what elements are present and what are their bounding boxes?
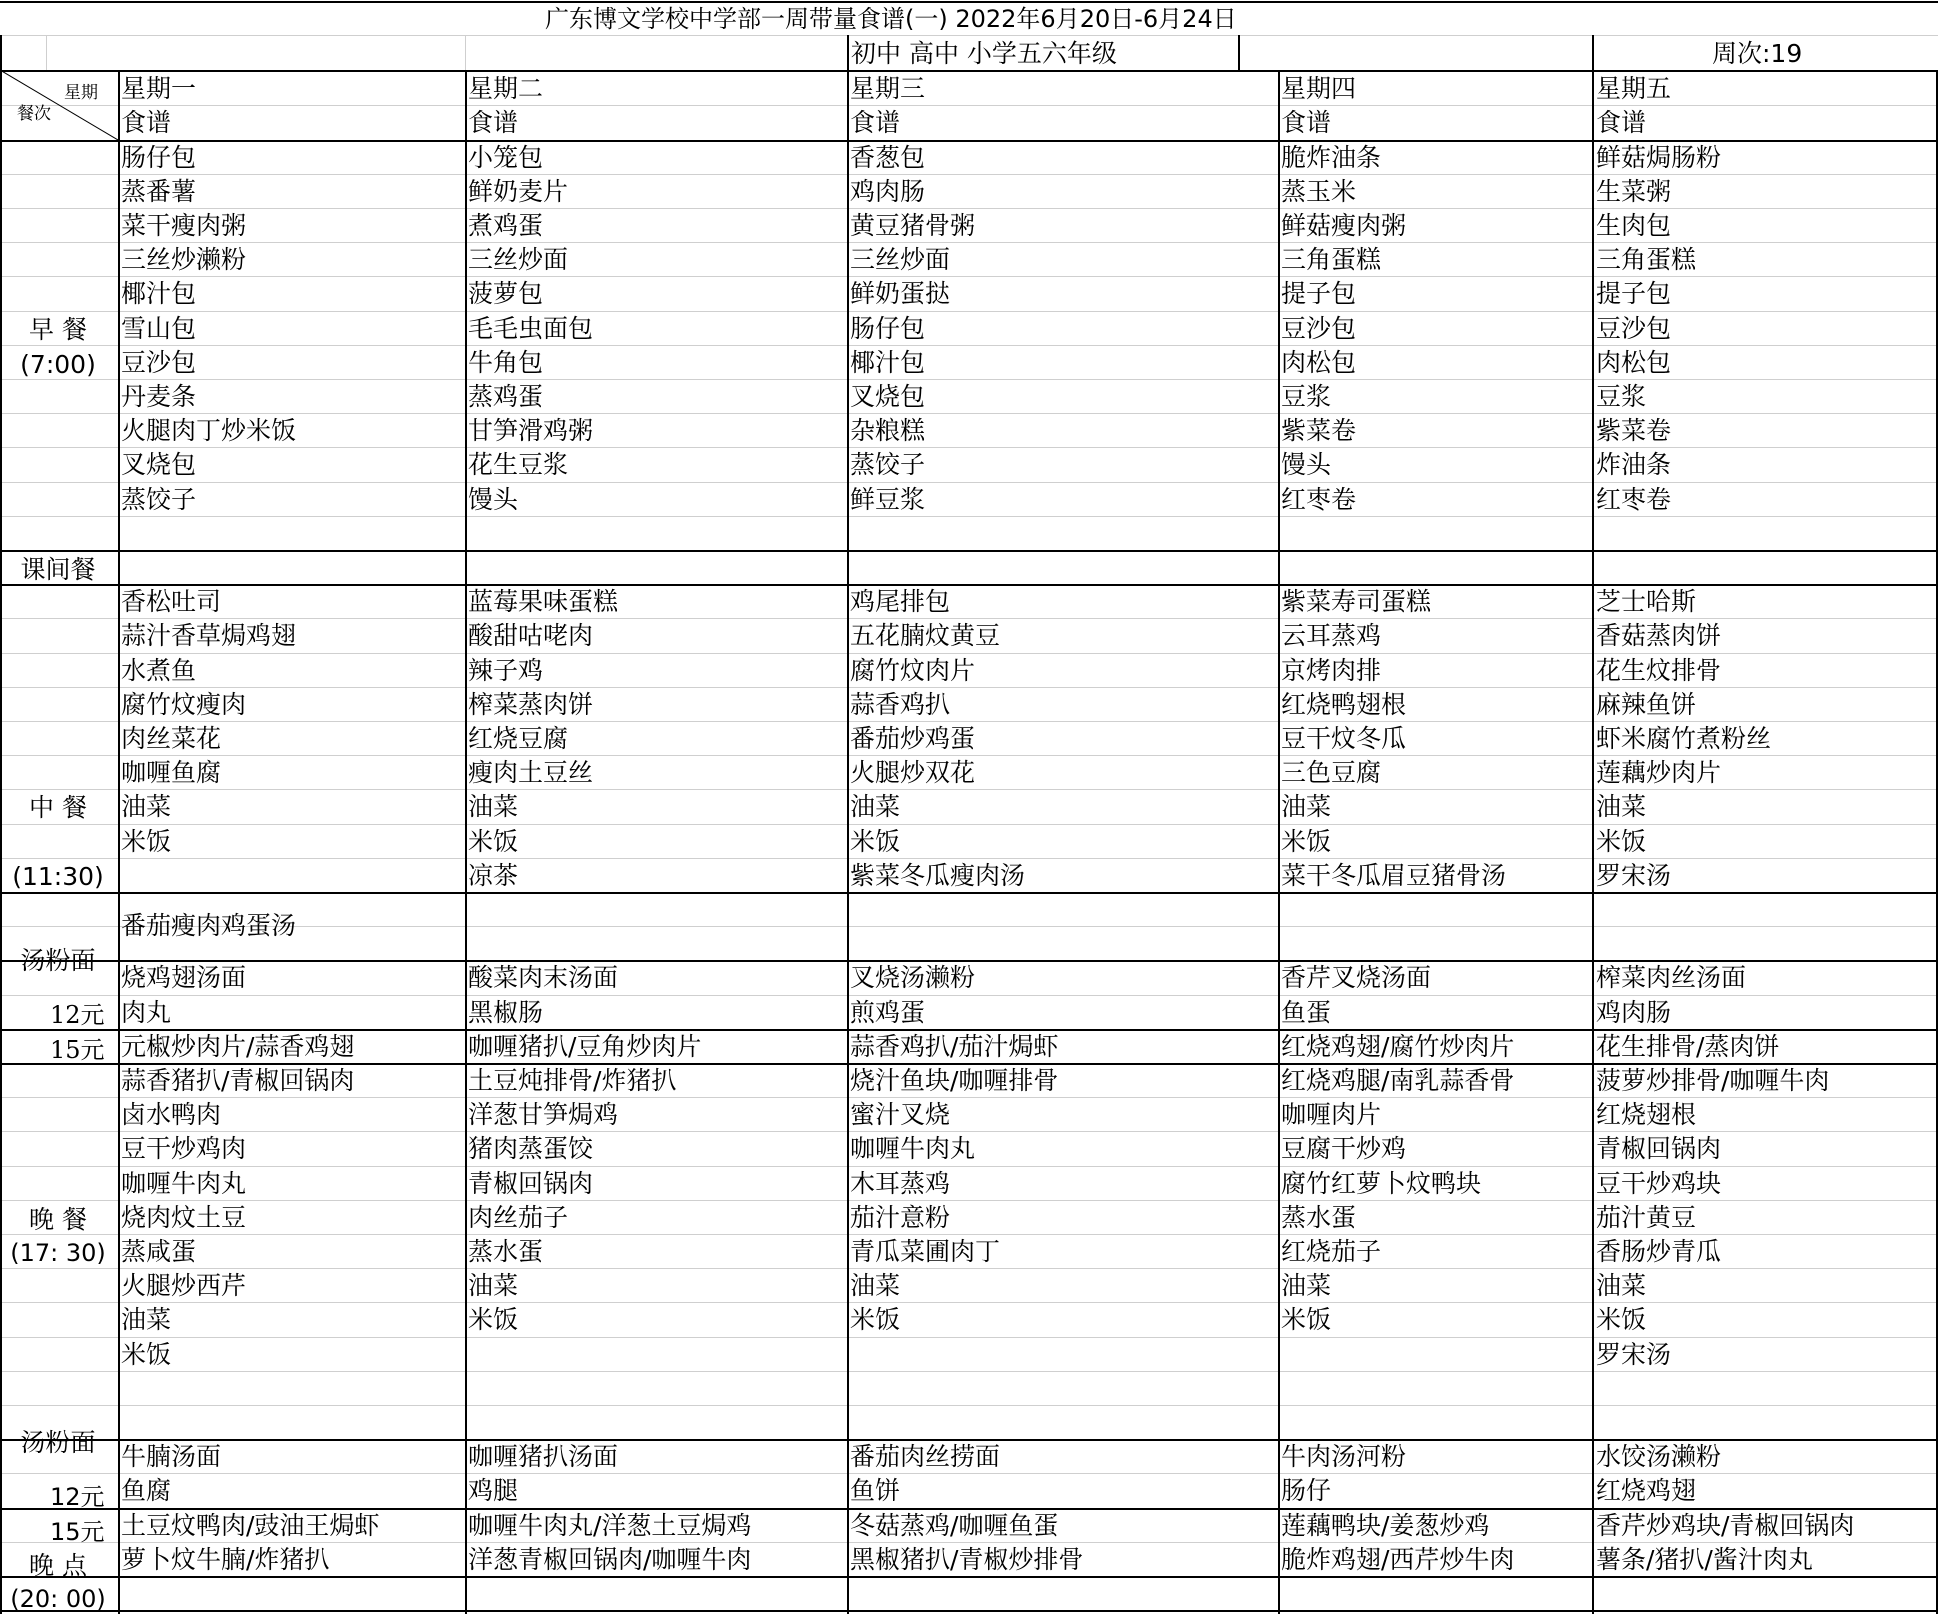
column-border — [465, 70, 467, 1614]
dinner-item: 茄汁意粉 — [850, 1202, 951, 1232]
price-12-lunch: 12元 — [50, 1001, 105, 1029]
noodle-12-yuan-item: 土豆炆鸭肉/豉油王焗虾 — [121, 1510, 380, 1540]
lunch-item: 番茄炒鸡蛋 — [850, 723, 976, 753]
dinner-item: 青椒回锅肉 — [468, 1168, 594, 1198]
breakfast-item: 菠萝包 — [468, 279, 544, 309]
snack-item: 紫菜寿司蛋糕 — [1281, 587, 1432, 617]
breakfast-item: 生肉包 — [1596, 210, 1672, 240]
dinner-time: (17: 30) — [10, 1239, 106, 1267]
column-border — [1592, 35, 1594, 70]
breakfast-item: 鲜奶麦片 — [468, 176, 569, 206]
dinner-item: 油菜 — [121, 1305, 172, 1335]
grade-levels: 初中 高中 小学五六年级 — [851, 39, 1117, 68]
breakfast-item: 蒸玉米 — [1281, 176, 1357, 206]
breakfast-label: 早 餐 — [29, 315, 87, 344]
section-border — [0, 1439, 1938, 1441]
dinner-item: 米饭 — [468, 1305, 519, 1335]
lunch-item: 三色豆腐 — [1281, 758, 1382, 788]
dinner-item: 腐竹红萝卜炆鸭块 — [1281, 1168, 1482, 1198]
price-12-dinner: 12元 — [50, 1483, 105, 1511]
breakfast-item: 紫菜卷 — [1281, 416, 1357, 446]
dinner-item: 米饭 — [1596, 1305, 1647, 1335]
dinner-item: 卤水鸭肉 — [121, 1100, 222, 1130]
lunch-item: 油菜 — [468, 792, 519, 822]
row-gridline — [0, 174, 1938, 175]
row-gridline — [0, 1473, 1938, 1474]
noodle-item: 肉丸 — [121, 997, 172, 1027]
noodle-item: 肠仔 — [1281, 1476, 1332, 1506]
dinner-item: 红烧茄子 — [1281, 1236, 1382, 1266]
lunch-item: 米饭 — [1596, 826, 1647, 856]
dinner-item: 青瓜菜圃肉丁 — [850, 1236, 1001, 1266]
dinner-item: 茄汁黄豆 — [1596, 1202, 1697, 1232]
row-gridline — [0, 1268, 1938, 1269]
noodle-15-yuan-item: 薯条/猪扒/酱汁肉丸 — [1596, 1544, 1813, 1574]
section-border — [0, 1508, 1938, 1510]
breakfast-item: 鲜奶蛋挞 — [850, 279, 951, 309]
row-gridline — [0, 311, 1938, 312]
row-gridline — [0, 1097, 1938, 1098]
recipe-header: 食谱 — [1281, 108, 1332, 137]
noodle-item: 叉烧汤濑粉 — [850, 963, 976, 993]
dinner-item: 油菜 — [1596, 1271, 1647, 1301]
dinner-item: 油菜 — [850, 1271, 901, 1301]
dinner-item: 咖喱肉片 — [1281, 1100, 1382, 1130]
dinner-item: 肉丝茄子 — [468, 1202, 569, 1232]
row-gridline — [0, 482, 1938, 483]
noodle-15-yuan-item: 烧汁鱼块/咖喱排骨 — [850, 1065, 1059, 1095]
lunch-item: 腐竹炆瘦肉 — [121, 689, 247, 719]
noodle-item: 煎鸡蛋 — [850, 997, 926, 1027]
dinner-item: 咖喱牛肉丸 — [121, 1168, 247, 1198]
breakfast-item: 肠仔包 — [121, 142, 197, 172]
noodle-item: 水饺汤濑粉 — [1596, 1442, 1722, 1472]
noodle-item: 烧鸡翅汤面 — [121, 963, 247, 993]
breakfast-item: 黄豆猪骨粥 — [850, 210, 976, 240]
breakfast-item: 火腿肉丁炒米饭 — [121, 416, 297, 446]
breakfast-item: 红枣卷 — [1596, 484, 1672, 514]
noodle-item: 酸菜肉末汤面 — [468, 963, 619, 993]
breakfast-item: 菜干瘦肉粥 — [121, 210, 247, 240]
breakfast-item: 小笼包 — [468, 142, 544, 172]
breakfast-item: 丹麦条 — [121, 381, 197, 411]
day-header: 星期五 — [1596, 74, 1672, 103]
lunch-item: 油菜 — [850, 792, 901, 822]
page-title: 广东博文学校中学部一周带量食谱(一) 2022年6月20日-6月24日 — [545, 5, 1237, 33]
noodle-item: 鱼腐 — [121, 1476, 172, 1506]
breakfast-item: 红枣卷 — [1281, 484, 1357, 514]
row-gridline — [0, 1200, 1938, 1201]
dinner-item: 木耳蒸鸡 — [850, 1168, 951, 1198]
noodle-item: 牛肉汤河粉 — [1281, 1442, 1407, 1472]
row-gridline — [0, 1131, 1938, 1132]
dinner-item: 蒸水蛋 — [468, 1236, 544, 1266]
recipe-header: 食谱 — [850, 108, 901, 137]
lunch-item: 咖喱鱼腐 — [121, 758, 222, 788]
recipe-header: 食谱 — [1596, 108, 1647, 137]
row-gridline — [0, 345, 1938, 346]
noodle-12-yuan-item: 咖喱牛肉丸/洋葱土豆焗鸡 — [468, 1510, 752, 1540]
row-gridline — [0, 516, 1938, 517]
lunch-item: 麻辣鱼饼 — [1596, 689, 1697, 719]
breakfast-item: 肉松包 — [1596, 347, 1672, 377]
breakfast-item: 三丝炒濑粉 — [121, 245, 247, 275]
row-gridline — [0, 653, 1938, 654]
noodle-15-yuan-item: 蒜香猪扒/青椒回锅肉 — [121, 1065, 355, 1095]
lunch-item: 米饭 — [468, 826, 519, 856]
dinner-item: 米饭 — [121, 1339, 172, 1369]
noodle-12-yuan-item: 咖喱猪扒/豆角炒肉片 — [468, 1031, 702, 1061]
lunch-item: 菜干冬瓜眉豆猪骨汤 — [1281, 860, 1507, 890]
lunch-item: 凉茶 — [468, 860, 519, 890]
lunch-item: 油菜 — [121, 792, 172, 822]
day-header: 星期三 — [850, 74, 926, 103]
breakfast-item: 牛角包 — [468, 347, 544, 377]
breakfast-item: 蒸饺子 — [850, 450, 926, 480]
row-gridline — [0, 242, 1938, 243]
noodle-12-yuan-item: 元椒炒肉片/蒜香鸡翅 — [121, 1031, 355, 1061]
noodle-item: 牛腩汤面 — [121, 1442, 222, 1472]
breakfast-item: 三角蛋糕 — [1281, 245, 1382, 275]
noodle-15-yuan-item: 红烧鸡腿/南乳蒜香骨 — [1281, 1065, 1515, 1095]
lunch-item: 油菜 — [1281, 792, 1332, 822]
noodle-label-dinner: 汤粉面 — [20, 1428, 96, 1457]
row-gridline — [0, 995, 1938, 996]
lunch-item: 紫菜冬瓜瘦肉汤 — [850, 860, 1026, 890]
dinner-item: 油菜 — [468, 1271, 519, 1301]
noodle-12-yuan-item: 莲藕鸭块/姜葱炒鸡 — [1281, 1510, 1490, 1540]
lunch-item: 米饭 — [121, 826, 172, 856]
dinner-item: 罗宋汤 — [1596, 1339, 1672, 1369]
noodle-item: 香芹叉烧汤面 — [1281, 963, 1432, 993]
row-gridline — [0, 1405, 1938, 1406]
recipe-header: 食谱 — [121, 108, 172, 137]
lunch-item: 瘦肉土豆丝 — [468, 758, 594, 788]
snack-item: 蓝莓果味蛋糕 — [468, 587, 619, 617]
snack-item: 香松吐司 — [121, 587, 222, 617]
lunch-item: 米饭 — [850, 826, 901, 856]
noodle-item: 鸡肉肠 — [1596, 997, 1672, 1027]
row-gridline — [0, 1371, 1938, 1372]
dinner-item: 青椒回锅肉 — [1596, 1134, 1722, 1164]
section-border — [0, 1610, 1938, 1612]
lunch-item: 京烤肉排 — [1281, 655, 1382, 685]
row-gridline — [0, 789, 1938, 790]
row-gridline — [0, 447, 1938, 448]
row-gridline — [0, 1542, 1938, 1543]
snack-item: 芝士哈斯 — [1596, 587, 1697, 617]
lunch-item: 莲藕炒肉片 — [1596, 758, 1722, 788]
lunch-item: 罗宋汤 — [1596, 860, 1672, 890]
day-header: 星期二 — [468, 74, 544, 103]
row-gridline — [0, 413, 1938, 414]
row-gridline — [0, 824, 1938, 825]
lunch-item: 蒜香鸡扒 — [850, 689, 951, 719]
breakfast-item: 煮鸡蛋 — [468, 210, 544, 240]
breakfast-item: 鲜豆浆 — [850, 484, 926, 514]
noodle-15-yuan-item: 洋葱青椒回锅肉/咖喱牛肉 — [468, 1544, 752, 1574]
noodle-15-yuan-item: 萝卜炆牛腩/炸猪扒 — [121, 1544, 330, 1574]
breakfast-item: 花生豆浆 — [468, 450, 569, 480]
lunch-label: 中 餐 — [29, 793, 87, 822]
breakfast-item: 豆沙包 — [1281, 313, 1357, 343]
breakfast-item: 肉松包 — [1281, 347, 1357, 377]
breakfast-item: 豆浆 — [1281, 381, 1332, 411]
breakfast-item: 叉烧包 — [121, 450, 197, 480]
noodle-12-yuan-item: 红烧鸡翅/腐竹炒肉片 — [1281, 1031, 1515, 1061]
breakfast-item: 椰汁包 — [850, 347, 926, 377]
breakfast-item: 三丝炒面 — [850, 245, 951, 275]
lunch-item: 肉丝菜花 — [121, 723, 222, 753]
dinner-item: 猪肉蒸蛋饺 — [468, 1134, 594, 1164]
row-gridline — [0, 721, 1938, 722]
section-border — [0, 550, 1938, 552]
breakfast-item: 甘笋滑鸡粥 — [468, 416, 594, 446]
price-15-dinner: 15元 — [50, 1518, 105, 1546]
column-border — [1238, 35, 1240, 70]
breakfast-item: 杂粮糕 — [850, 416, 926, 446]
noodle-15-yuan-item: 土豆炖排骨/炸猪扒 — [468, 1065, 677, 1095]
noodle-12-yuan-item: 蒜香鸡扒/茄汁焗虾 — [850, 1031, 1059, 1061]
noodle-item: 榨菜肉丝汤面 — [1596, 963, 1747, 993]
breakfast-item: 椰汁包 — [121, 279, 197, 309]
breakfast-item: 香葱包 — [850, 142, 926, 172]
breakfast-item: 鲜菇瘦肉粥 — [1281, 210, 1407, 240]
breakfast-item: 蒸饺子 — [121, 484, 197, 514]
snack-label: 课间餐 — [20, 555, 96, 584]
breakfast-item: 提子包 — [1281, 279, 1357, 309]
breakfast-item: 馒头 — [1281, 450, 1332, 480]
section-border — [0, 70, 1938, 72]
dinner-label: 晚 餐 — [29, 1205, 87, 1234]
lunch-time: (11:30) — [12, 862, 104, 891]
breakfast-item: 炸油条 — [1596, 450, 1672, 480]
row-gridline — [0, 105, 1938, 106]
corner-weekday-label: 星期 — [64, 83, 98, 103]
column-border — [465, 35, 466, 70]
lunch-item: 蒜汁香草焗鸡翅 — [121, 621, 297, 651]
section-border — [0, 1, 1938, 3]
breakfast-item: 提子包 — [1596, 279, 1672, 309]
noodle-item: 鱼蛋 — [1281, 997, 1332, 1027]
lunch-item: 油菜 — [1596, 792, 1647, 822]
column-border — [1278, 70, 1280, 1614]
dinner-item: 蒸咸蛋 — [121, 1236, 197, 1266]
row-gridline — [0, 276, 1938, 277]
dinner-item: 米饭 — [1281, 1305, 1332, 1335]
dinner-item: 烧肉炆土豆 — [121, 1202, 247, 1232]
lunch-item: 云耳蒸鸡 — [1281, 621, 1382, 651]
lunch-item: 辣子鸡 — [468, 655, 544, 685]
week-number: 周次:19 — [1712, 39, 1803, 68]
breakfast-item: 豆浆 — [1596, 381, 1647, 411]
row-gridline — [0, 618, 1938, 619]
lunch-item: 腐竹炆肉片 — [850, 655, 976, 685]
noodle-12-yuan-item: 香芹炒鸡块/青椒回锅肉 — [1596, 1510, 1855, 1540]
dinner-item: 蜜汁叉烧 — [850, 1100, 951, 1130]
noodle-15-yuan-item: 黑椒猪扒/青椒炒排骨 — [850, 1544, 1084, 1574]
noodle-12-yuan-item: 花生排骨/蒸肉饼 — [1596, 1031, 1780, 1061]
lunch-item: 豆干炆冬瓜 — [1281, 723, 1407, 753]
row-gridline — [0, 35, 1938, 36]
row-gridline — [0, 1234, 1938, 1235]
noodle-item: 番茄肉丝捞面 — [850, 1442, 1001, 1472]
breakfast-item: 三丝炒面 — [468, 245, 569, 275]
section-border — [0, 1029, 1938, 1031]
column-border — [46, 35, 47, 70]
breakfast-item: 鲜菇焗肠粉 — [1596, 142, 1722, 172]
day-header: 星期一 — [121, 74, 197, 103]
noodle-item: 红烧鸡翅 — [1596, 1476, 1697, 1506]
lunch-item: 花生炆排骨 — [1596, 655, 1722, 685]
breakfast-item: 鸡肉肠 — [850, 176, 926, 206]
lunch-item: 红烧豆腐 — [468, 723, 569, 753]
noodle-15-yuan-item: 脆炸鸡翅/西芹炒牛肉 — [1281, 1544, 1515, 1574]
row-gridline — [0, 379, 1938, 380]
dinner-item: 豆干炒鸡块 — [1596, 1168, 1722, 1198]
noodle-item: 鱼饼 — [850, 1476, 901, 1506]
night-snack-label: 晚 点 — [29, 1551, 87, 1580]
dinner-item: 香肠炒青瓜 — [1596, 1236, 1722, 1266]
dinner-item: 红烧翅根 — [1596, 1100, 1697, 1130]
dinner-item: 油菜 — [1281, 1271, 1332, 1301]
column-border — [118, 70, 120, 1614]
noodle-15-yuan-item: 菠萝炒排骨/咖喱牛肉 — [1596, 1065, 1830, 1095]
lunch-item: 红烧鸭翅根 — [1281, 689, 1407, 719]
dinner-item: 咖喱牛肉丸 — [850, 1134, 976, 1164]
lunch-item: 水煮鱼 — [121, 655, 197, 685]
noodle-12-yuan-item: 冬菇蒸鸡/咖喱鱼蛋 — [850, 1510, 1059, 1540]
section-border — [0, 584, 1938, 586]
night-snack-time: (20: 00) — [10, 1585, 106, 1613]
section-border — [0, 1063, 1938, 1065]
breakfast-item: 蒸鸡蛋 — [468, 381, 544, 411]
lunch-item: 香菇蒸肉饼 — [1596, 621, 1722, 651]
section-border — [0, 960, 1938, 962]
breakfast-item: 生菜粥 — [1596, 176, 1672, 206]
dinner-item: 洋葱甘笋焗鸡 — [468, 1100, 619, 1130]
breakfast-item: 叉烧包 — [850, 381, 926, 411]
lunch-item: 虾米腐竹煮粉丝 — [1596, 723, 1772, 753]
breakfast-item: 毛毛虫面包 — [468, 313, 594, 343]
column-border — [1592, 70, 1594, 1614]
breakfast-item: 馒头 — [468, 484, 519, 514]
lunch-item: 火腿炒双花 — [850, 758, 976, 788]
breakfast-item: 豆沙包 — [1596, 313, 1672, 343]
lunch-item: 米饭 — [1281, 826, 1332, 856]
noodle-label-lunch: 汤粉面 — [20, 946, 96, 975]
snack-item: 鸡尾排包 — [850, 587, 951, 617]
noodle-item: 鸡腿 — [468, 1476, 519, 1506]
recipe-header: 食谱 — [468, 108, 519, 137]
noodle-item: 黑椒肠 — [468, 997, 544, 1027]
breakfast-time: (7:00) — [20, 350, 96, 379]
lunch-soup-item: 番茄瘦肉鸡蛋汤 — [121, 910, 297, 940]
section-border — [0, 1576, 1938, 1578]
row-gridline — [0, 1302, 1938, 1303]
row-gridline — [0, 208, 1938, 209]
lunch-item: 五花腩炆黄豆 — [850, 621, 1001, 651]
row-gridline — [0, 755, 1938, 756]
section-border — [0, 140, 1938, 142]
price-15-lunch: 15元 — [50, 1036, 105, 1064]
section-border — [0, 892, 1938, 894]
breakfast-item: 三角蛋糕 — [1596, 245, 1697, 275]
row-gridline — [0, 1337, 1938, 1338]
breakfast-item: 肠仔包 — [850, 313, 926, 343]
lunch-item: 榨菜蒸肉饼 — [468, 689, 594, 719]
row-gridline — [0, 858, 1938, 859]
dinner-item: 豆干炒鸡肉 — [121, 1134, 247, 1164]
lunch-item: 酸甜咕咾肉 — [468, 621, 594, 651]
row-gridline — [0, 687, 1938, 688]
dinner-item: 豆腐干炒鸡 — [1281, 1134, 1407, 1164]
dinner-item: 蒸水蛋 — [1281, 1202, 1357, 1232]
column-border — [847, 35, 849, 70]
column-border — [847, 70, 849, 1614]
row-gridline — [0, 1166, 1938, 1167]
noodle-item: 咖喱猪扒汤面 — [468, 1442, 619, 1472]
column-border — [0, 35, 2, 1614]
breakfast-item: 脆炸油条 — [1281, 142, 1382, 172]
day-header: 星期四 — [1281, 74, 1357, 103]
breakfast-item: 蒸番薯 — [121, 176, 197, 206]
breakfast-item: 豆沙包 — [121, 347, 197, 377]
dinner-item: 火腿炒西芹 — [121, 1271, 247, 1301]
breakfast-item: 雪山包 — [121, 313, 197, 343]
breakfast-item: 紫菜卷 — [1596, 416, 1672, 446]
dinner-item: 米饭 — [850, 1305, 901, 1335]
corner-meal-label: 餐次 — [17, 104, 51, 124]
